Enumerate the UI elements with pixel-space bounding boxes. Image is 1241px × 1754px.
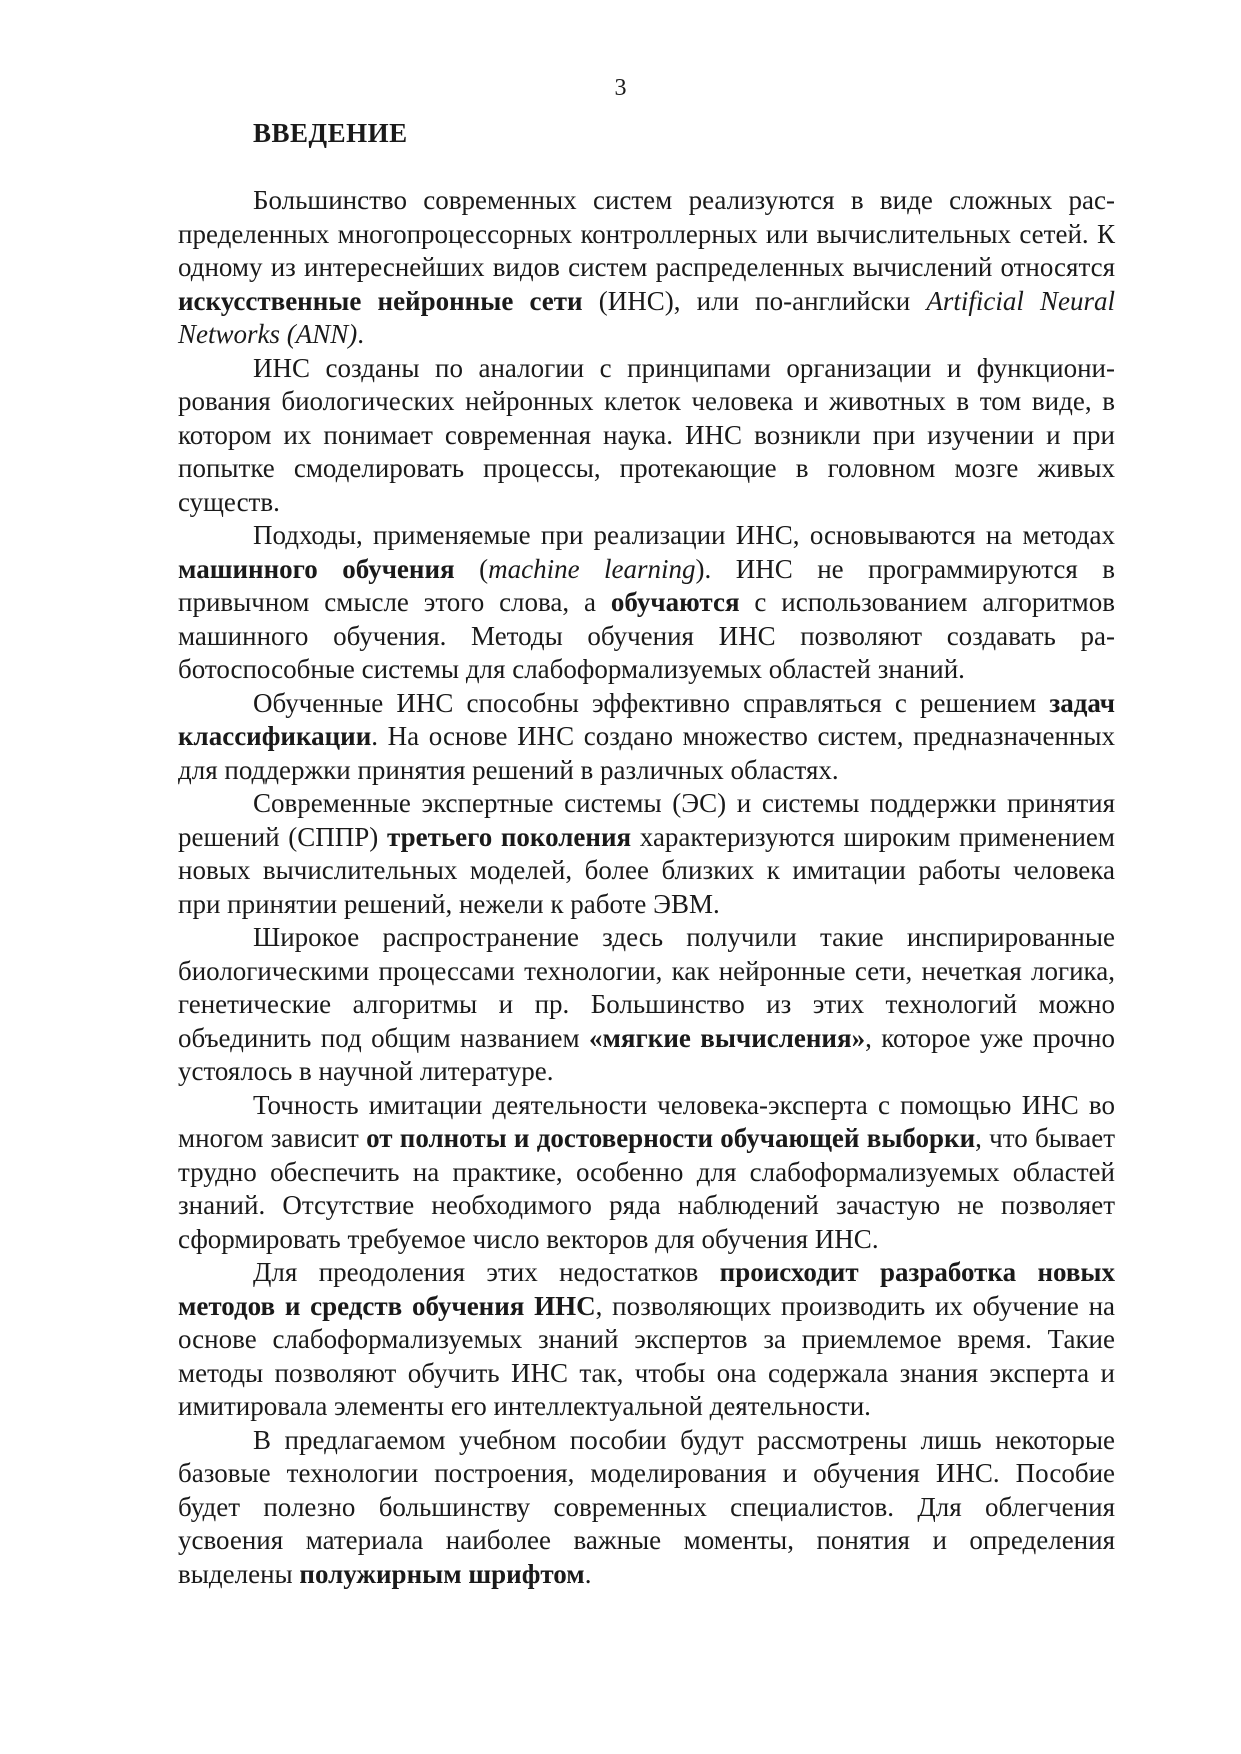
paragraph	[178, 352, 1115, 520]
text-run: Для преодоления этих недостатков	[253, 1257, 720, 1287]
page-number: 3	[614, 75, 627, 101]
text-run: Точность имитации деятельности человека-эксперта с помощью ИНС во многом зависит	[178, 1089, 1115, 1153]
italic-term: machine learning	[488, 553, 696, 584]
italic-term: Artificial Neural Networks (ANN)	[178, 285, 1115, 349]
paragraph	[178, 687, 1115, 788]
bold-term: машинного обучения	[178, 553, 455, 584]
paragraph	[178, 1089, 1115, 1257]
bold-term: третьего поколения	[386, 821, 632, 852]
bold-term: искусственные нейронные сети	[178, 285, 583, 316]
text-run: ). ИНС не программируются в привычном смысле этого слова, а	[178, 553, 1115, 617]
text-run: Большинство современных систем реализуются в виде сложных распределенных многопроцессорных контроллерных или вычислительных сетей. К одному из интереснейших видов систем распределенных вычислений относятся	[178, 185, 1115, 282]
text-run: (ИНС), или по-английски	[582, 285, 927, 316]
bold-term: полужирным шрифтом	[299, 1558, 585, 1589]
bold-term: от полноты и достоверности обучающей выборки	[366, 1123, 976, 1153]
text-run: Подходы, применяемые при реализации ИНС, основываются на методах	[253, 520, 1115, 550]
paragraph	[178, 519, 1115, 687]
text-run: ИНС созданы по аналогии с принципами организации и функционирования биологических нейронных клеток человека и животных в том виде, в котором их понимает современная наука. ИНС возникли при изучении и при попытке смоделировать процессы, протекающие в головном мозге живых существ.	[178, 352, 1115, 517]
text-run: с использованием алгоритмов машинного обучения. Методы обучения ИНС позволяют создавать работоспособные системы для слабоформализуемых областей знаний.	[178, 587, 1115, 684]
text-run: , позволяющих производить их обучение на основе слабоформализуемых знаний экспертов за приемлемое время. Такие методы позволяют обучить ИНС так, чтобы она содержала знания эксперта и имитировала элементы его интеллектуальной деятельности.	[178, 1290, 1116, 1421]
section-heading: ВВЕДЕНИЕ	[253, 118, 408, 148]
text-run: Обученные ИНС способны эффективно справляться с решением	[253, 687, 1050, 718]
text-run: .	[584, 1558, 592, 1589]
text-run: , которое уже прочно устоялось в научной литературе.	[178, 1022, 1115, 1086]
text-run: Современные экспертные системы (ЭС) и системы поддержки принятия решений (СППР)	[178, 788, 1115, 852]
bold-term: «мягкие вычисления»	[589, 1022, 866, 1053]
bold-term: обучаются	[610, 587, 740, 617]
text-run: , что бывает трудно обеспечить на практике, особенно для слабоформализуемых областей знаний. Отсутствие необходимого ряда наблюдений зачастую не позволяет сформировать требуемое число векторов для обучения ИНС.	[178, 1123, 1115, 1254]
text-run: характеризуются широким применением новых вычислительных моделей, более близких к имитации работы человека при принятии решений, нежели к работе ЭВМ.	[178, 821, 1115, 919]
paragraph	[178, 1256, 1115, 1424]
text-run: .	[357, 319, 364, 349]
paragraph	[178, 184, 1115, 352]
bold-term: задач классификации	[178, 687, 1115, 751]
text-run: Широкое распространение здесь получили такие инспирированные биологическими процессами технологии, как нейронные сети, нечеткая логика, генетические алгоритмы и пр. Большинство из этих технологий можно объединить под общим названием	[178, 922, 1115, 1053]
paragraph	[178, 787, 1115, 921]
bold-term: происходит разработка новых методов и средств обучения ИНС	[178, 1257, 1115, 1321]
text-run: . На основе ИНС создано множество систем, предназначенных для поддержки принятия решений в различных областях.	[178, 721, 1115, 785]
paragraph	[178, 1424, 1115, 1592]
paragraph	[178, 921, 1115, 1089]
body-text	[178, 184, 1115, 1591]
text-run: (	[454, 553, 489, 584]
text-run: В предлагаемом учебном пособии будут рассмотрены лишь некоторые базовые технологии построения, моделирования и обучения ИНС. Пособие будет полезно большинству современных специалистов. Для облегчения усвоения материала наиболее важные моменты, понятия и определения выделены	[178, 1424, 1115, 1589]
